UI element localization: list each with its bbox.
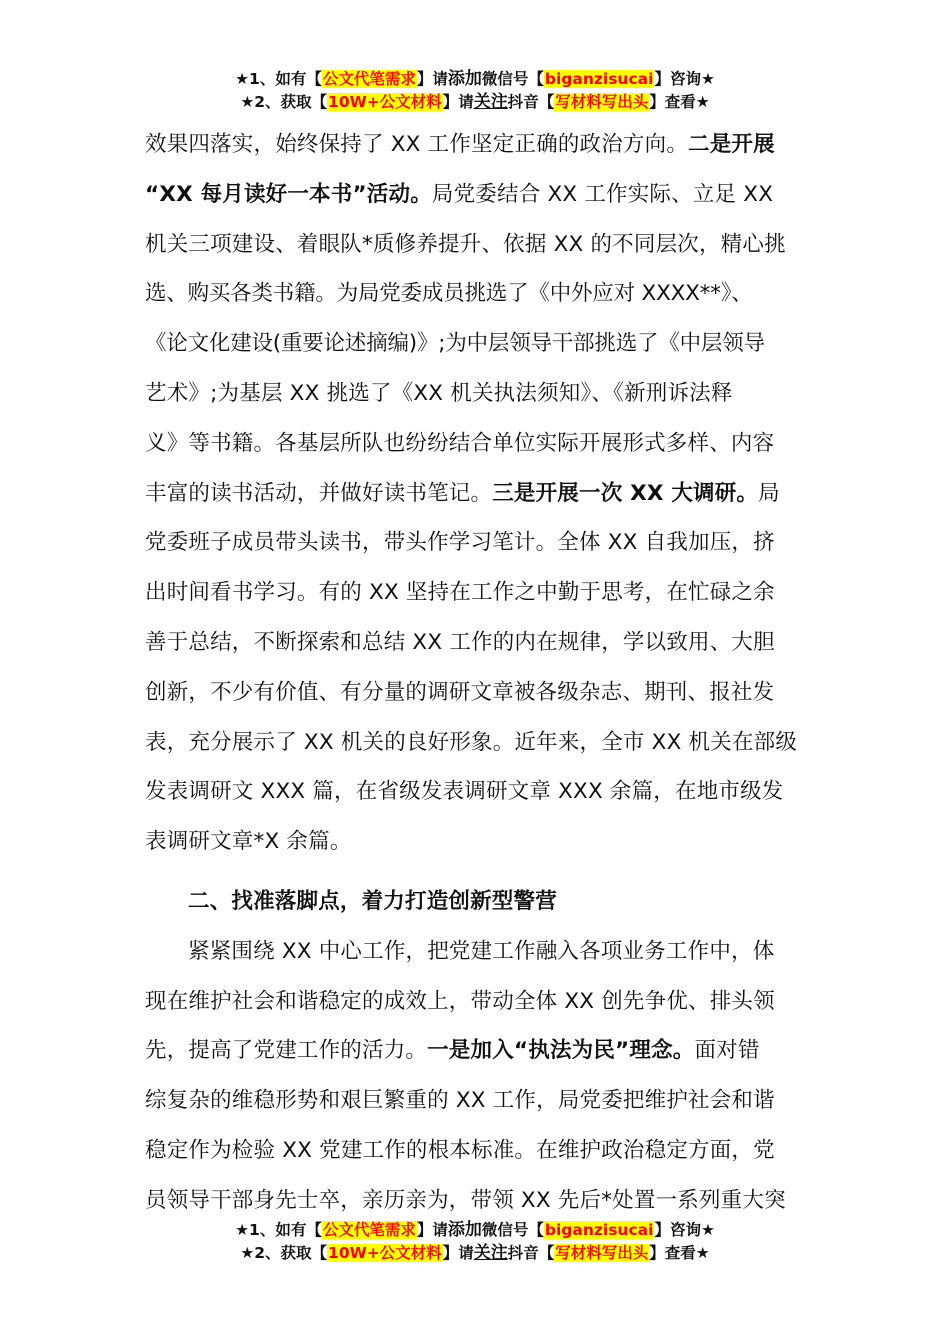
bold-text: 一是加入“执法为民”理念。 (427, 1038, 695, 1064)
paragraph-2 (145, 927, 807, 1226)
text-line: 《论文化建设(重要论述摘编)》;为中层领导干部挑选了《中层领导 (145, 331, 765, 357)
banner-text: 微信号【 (481, 1221, 544, 1239)
banner-text: 抖音【 (507, 1244, 555, 1262)
banner-text: 】请 (416, 1221, 448, 1239)
text-line: 现在维护社会和谐稳定的成效上，带动全体 XX 创先争优、排头领 (145, 988, 775, 1014)
banner-text: 抖音【 (507, 93, 555, 111)
banner-line-2 (0, 1242, 950, 1265)
banner-highlight: 写材料写出头 (555, 93, 649, 111)
text-run: 局 (758, 480, 780, 506)
text-run: 先，提高了党建工作的活力。 (145, 1038, 428, 1064)
banner-highlight: 公文代笔需求 (322, 1221, 416, 1239)
banner-text: 】查看★ (649, 1244, 710, 1262)
footer-banner (0, 1219, 950, 1265)
banner-text: 】请 (416, 70, 448, 88)
banner-text: 】请 (442, 93, 474, 111)
text-line: 艺术》;为基层 XX 挑选了《XX 机关执法须知》、《新刑诉法释 (145, 380, 733, 406)
text-line: 义》等书籍。各基层所队也纷纷结合单位实际开展形式多样、内容 (145, 430, 775, 456)
banner-text: 微信号【 (481, 70, 544, 88)
banner-highlight: 10W+公文材料 (328, 93, 442, 111)
text-line: 创新，不少有价值、有分量的调研文章被各级杂志、期刊、报社发 (145, 679, 775, 705)
banner-emphasis: 添加 (447, 69, 482, 89)
text-line: 稳定作为检验 XX 党建工作的根本标准。在维护政治稳定方面，党 (145, 1137, 775, 1163)
document-body (145, 120, 807, 1226)
text-line: 选、购买各类书籍。为局党委成员挑选了《中外应对 XXXX**》、 (145, 281, 753, 307)
banner-line-1 (0, 68, 950, 91)
section-heading (145, 877, 807, 927)
text-run: 效果四落实，始终保持了 XX 工作坚定正确的政治方向。 (145, 132, 689, 157)
banner-line-1 (0, 1219, 950, 1242)
header-banner (0, 68, 950, 114)
bold-text: 三是开展一次 XX 大调研。 (492, 480, 759, 506)
text-line: 党委班子成员带头读书，带头作学习笔计。全体 XX 自我加压，挤 (145, 530, 775, 556)
banner-text: ★2、获取【 (240, 93, 328, 111)
banner-text: ★1、如有【 (235, 1221, 322, 1239)
banner-line-2 (0, 91, 950, 114)
banner-text: ★1、如有【 (235, 70, 322, 88)
heading-text: 二、找准落脚点，着力打造创新型警营 (188, 888, 557, 914)
text-line (145, 1026, 807, 1076)
text-line: 表调研文章*X 余篇。 (145, 829, 352, 855)
text-line: 发表调研文 XXX 篇，在省级发表调研文章 XXX 余篇，在地市级发 (145, 779, 784, 805)
text-line: 表，充分展示了 XX 机关的良好形象。近年来，全市 XX 机关在部级 (145, 729, 798, 755)
text-run: 局党委结合 XX 工作实际、立足 XX (431, 181, 774, 207)
text-line (145, 170, 807, 220)
text-line: 善于总结，不断探索和总结 XX 工作的内在规律，学以致用、大胆 (145, 629, 775, 655)
text-line (145, 469, 807, 519)
paragraph-1 (145, 120, 807, 867)
banner-text: 】咨询★ (654, 1221, 715, 1239)
text-line: 综复杂的维稳形势和艰巨繁重的 XX 工作，局党委把维护社会和谐 (145, 1088, 775, 1114)
text-line: 出时间看书学习。有的 XX 坚持在工作之中勤于思考，在忙碌之余 (145, 580, 775, 606)
banner-emphasis: 关注 (473, 92, 508, 112)
text-run: 丰富的读书活动，并做好读书笔记。 (145, 480, 493, 506)
banner-text: 】咨询★ (654, 70, 715, 88)
text-line: 机关三项建设、着眼队*质修养提升、依据 XX 的不同层次，精心挑 (145, 231, 786, 257)
banner-text: ★2、获取【 (240, 1244, 328, 1262)
banner-highlight: 写材料写出头 (555, 1244, 649, 1262)
text-line: 紧紧围绕 XX 中心工作，把党建工作融入各项业务工作中，体 (188, 938, 775, 964)
text-line (145, 120, 807, 170)
banner-highlight: biganzisucai (544, 1221, 654, 1239)
banner-text: 】请 (442, 1244, 474, 1262)
text-line: 员领导干部身先士卒，亲历亲为，带领 XX 先后*处置一系列重大突 (145, 1187, 786, 1213)
banner-highlight: 10W+公文材料 (328, 1244, 442, 1262)
banner-highlight: biganzisucai (544, 70, 654, 88)
banner-highlight: 公文代笔需求 (322, 70, 416, 88)
bold-text: 二是开展 (688, 132, 775, 157)
banner-emphasis: 添加 (447, 1220, 482, 1240)
banner-text: 】查看★ (649, 93, 710, 111)
text-run: 面对错 (694, 1038, 760, 1064)
bold-text: “XX 每月读好一本书”活动。 (145, 181, 432, 207)
banner-emphasis: 关注 (473, 1243, 508, 1263)
